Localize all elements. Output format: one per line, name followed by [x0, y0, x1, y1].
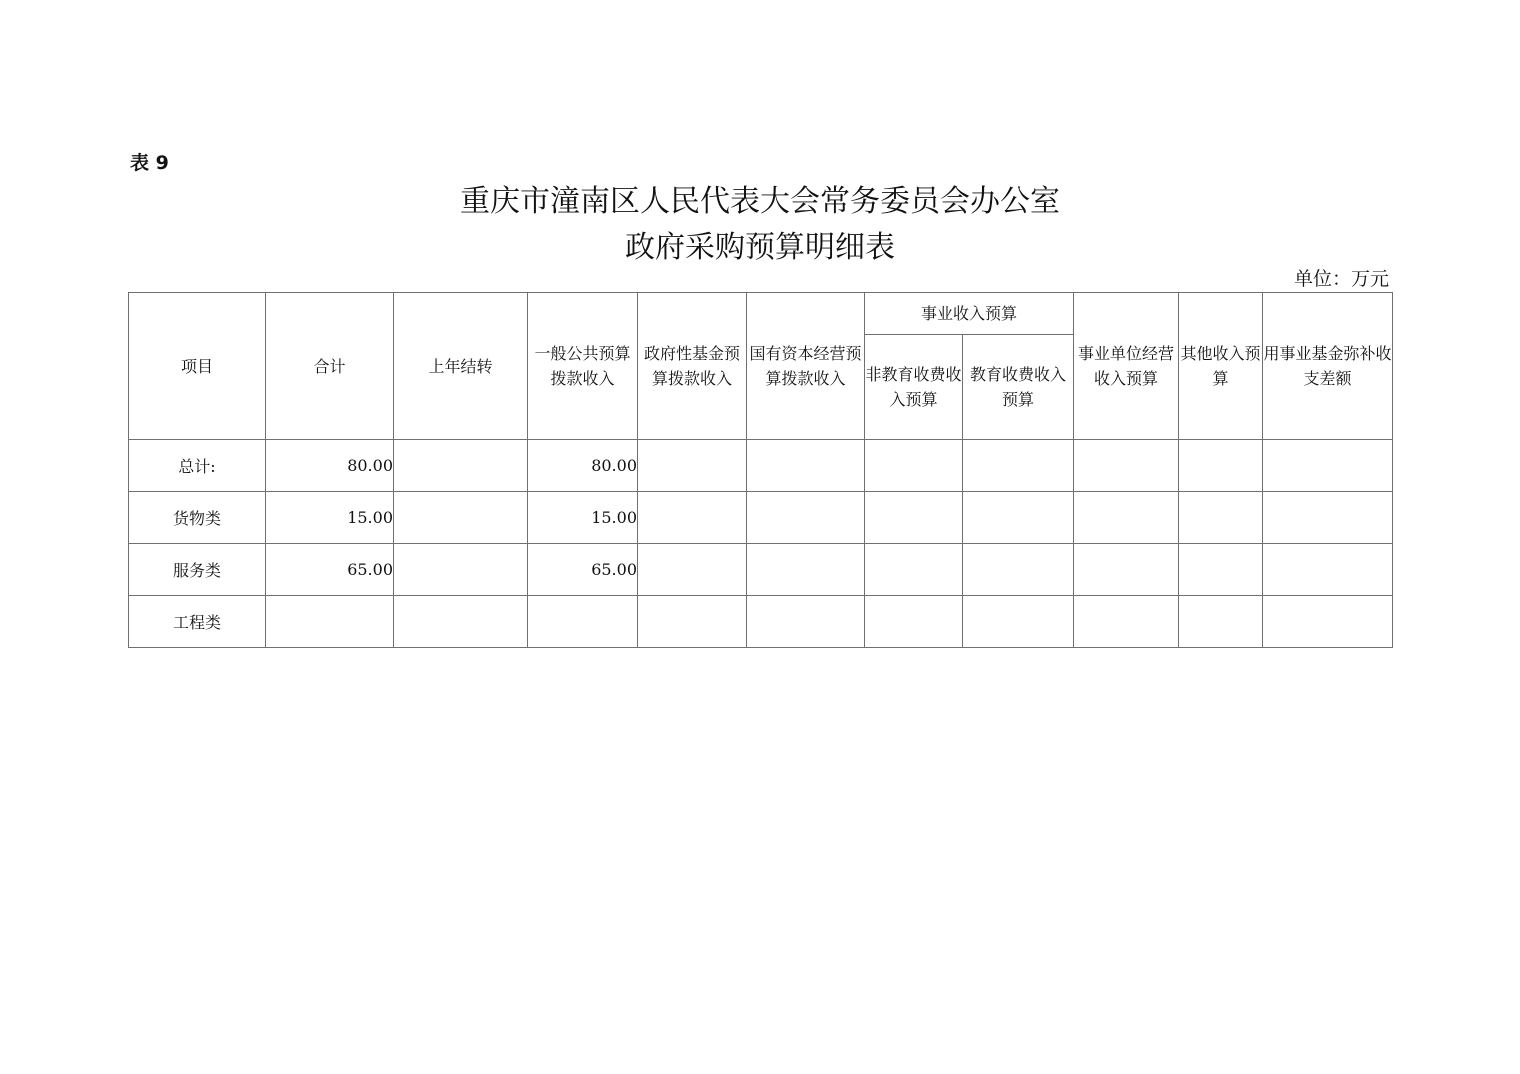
cell-edu-fee [963, 544, 1074, 596]
cell-carryover [394, 544, 528, 596]
table-number: 表 9 [130, 152, 169, 174]
cell-non-edu-fee [865, 544, 963, 596]
cell-fund-offset [1263, 596, 1393, 648]
cell-business-operation [1074, 596, 1179, 648]
cell-gov-fund [638, 596, 747, 648]
cell-fund-offset [1263, 492, 1393, 544]
document-subtitle: 政府采购预算明细表 [625, 230, 895, 265]
table-row [129, 440, 1393, 492]
header-other-income: 其他收入预算 [1179, 293, 1263, 440]
header-non-edu-fee: 非教育收费收入预算 [865, 335, 963, 440]
cell-total [266, 596, 394, 648]
cell-fund-offset [1263, 544, 1393, 596]
cell-edu-fee [963, 596, 1074, 648]
cell-non-edu-fee [865, 492, 963, 544]
header-gov-fund-budget: 政府性基金预算拨款收入 [638, 293, 747, 440]
header-business-operation-income: 事业单位经营收入预算 [1074, 293, 1179, 440]
header-carryover: 上年结转 [394, 293, 528, 440]
cell-fund-offset [1263, 440, 1393, 492]
cell-state-capital [747, 544, 865, 596]
cell-other-income [1179, 440, 1263, 492]
document-title: 重庆市潼南区人民代表大会常务委员会办公室 [460, 184, 1060, 219]
table-row [129, 544, 1393, 596]
cell-non-edu-fee [865, 596, 963, 648]
header-state-capital-budget: 国有资本经营预算拨款收入 [747, 293, 865, 440]
cell-item: 服务类 [129, 544, 266, 596]
cell-carryover [394, 596, 528, 648]
cell-item: 总计: [129, 440, 266, 492]
cell-general-public [528, 596, 638, 648]
budget-table [128, 292, 1393, 648]
cell-gov-fund [638, 492, 747, 544]
cell-item: 货物类 [129, 492, 266, 544]
cell-business-operation [1074, 492, 1179, 544]
unit-label: 单位：万元 [1293, 268, 1389, 290]
cell-edu-fee [963, 440, 1074, 492]
cell-carryover [394, 492, 528, 544]
cell-other-income [1179, 492, 1263, 544]
table-row [129, 492, 1393, 544]
header-edu-fee: 教育收费收入预算 [963, 335, 1074, 440]
cell-other-income [1179, 544, 1263, 596]
header-total: 合计 [266, 293, 394, 440]
cell-general-public: 65.00 [528, 544, 638, 596]
cell-gov-fund [638, 440, 747, 492]
cell-gov-fund [638, 544, 747, 596]
cell-other-income [1179, 596, 1263, 648]
cell-general-public: 80.00 [528, 440, 638, 492]
cell-state-capital [747, 440, 865, 492]
cell-total: 15.00 [266, 492, 394, 544]
cell-state-capital [747, 492, 865, 544]
header-business-income-group: 事业收入预算 [865, 293, 1074, 335]
header-item: 项目 [129, 293, 266, 440]
cell-business-operation [1074, 544, 1179, 596]
cell-item: 工程类 [129, 596, 266, 648]
cell-edu-fee [963, 492, 1074, 544]
cell-total: 80.00 [266, 440, 394, 492]
table-body [129, 440, 1393, 648]
cell-general-public: 15.00 [528, 492, 638, 544]
header-fund-offset: 用事业基金弥补收支差额 [1263, 293, 1393, 440]
cell-carryover [394, 440, 528, 492]
table-row [129, 596, 1393, 648]
cell-state-capital [747, 596, 865, 648]
cell-total: 65.00 [266, 544, 394, 596]
header-general-public-budget: 一般公共预算拨款收入 [528, 293, 638, 440]
cell-non-edu-fee [865, 440, 963, 492]
cell-business-operation [1074, 440, 1179, 492]
